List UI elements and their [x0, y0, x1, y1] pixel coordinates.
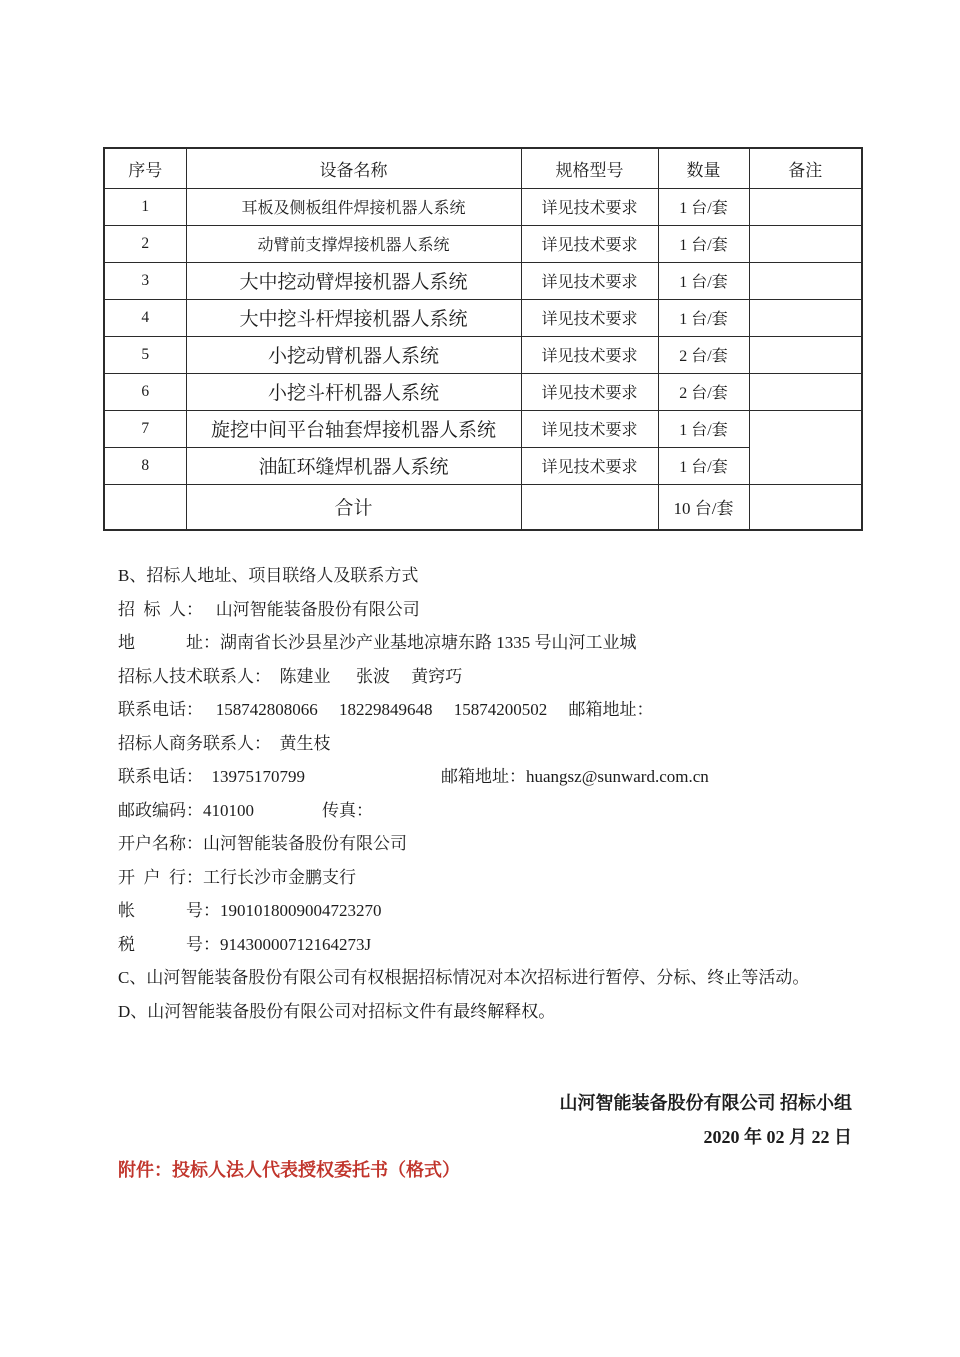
header-remark: 备注	[749, 148, 862, 188]
spec-model: 详见技术要求	[521, 299, 658, 336]
account-name-line: 开户名称：山河智能装备股份有限公司	[118, 834, 407, 853]
total-spec-empty	[521, 484, 658, 530]
equipment-name: 动臂前支撑焊接机器人系统	[186, 225, 521, 262]
header-no: 序号	[104, 148, 186, 188]
spec-model: 详见技术要求	[521, 373, 658, 410]
table-row	[104, 410, 862, 447]
business-phone-email-line: 联系电话： 13975170799 邮箱地址：huangsz@sunward.com.cn	[118, 767, 709, 786]
quantity: 2 台/套	[658, 373, 749, 410]
row-no: 1	[104, 188, 186, 225]
total-no-empty	[104, 484, 186, 530]
spec-model: 详见技术要求	[521, 262, 658, 299]
equipment-name: 旋挖中间平台轴套焊接机器人系统	[186, 410, 521, 447]
spec-model: 详见技术要求	[521, 410, 658, 447]
table-row	[104, 188, 862, 225]
table-total-row	[104, 484, 862, 530]
spec-model: 详见技术要求	[521, 336, 658, 373]
equipment-table	[103, 147, 863, 531]
remark	[749, 188, 862, 225]
header-spec-model: 规格型号	[521, 148, 658, 188]
total-label: 合计	[186, 484, 521, 530]
spec-model: 详见技术要求	[521, 447, 658, 484]
row-no: 5	[104, 336, 186, 373]
row-no: 4	[104, 299, 186, 336]
equipment-name: 小挖动臂机器人系统	[186, 336, 521, 373]
equipment-name: 大中挖动臂焊接机器人系统	[186, 262, 521, 299]
remark	[749, 299, 862, 336]
remark	[749, 373, 862, 410]
business-contact-line: 招标人商务联系人： 黄生枝	[118, 733, 331, 753]
table-header-row	[104, 148, 862, 188]
header-equipment-name: 设备名称	[186, 148, 521, 188]
tenderer-line: 招 标 人： 山河智能装备股份有限公司	[118, 599, 420, 619]
clause-c-line: C、山河智能装备股份有限公司有权根据招标情况对本次招标进行暂停、分标、终止等活动。	[118, 968, 810, 987]
table-row	[104, 225, 862, 262]
quantity: 1 台/套	[658, 188, 749, 225]
account-no-line: 帐 号：1901018009004723270	[118, 901, 382, 920]
quantity: 2 台/套	[658, 336, 749, 373]
signature-org: 山河智能装备股份有限公司 招标小组	[559, 1093, 852, 1113]
signature-date: 2020 年 02 月 22 日	[703, 1127, 852, 1147]
quantity: 1 台/套	[658, 225, 749, 262]
table-row	[104, 262, 862, 299]
quantity: 1 台/套	[658, 410, 749, 447]
quantity: 1 台/套	[658, 262, 749, 299]
tech-contacts-line: 招标人技术联系人： 陈建业 张波 黄窍巧	[118, 666, 463, 686]
row-no: 3	[104, 262, 186, 299]
remark	[749, 262, 862, 299]
table-row	[104, 336, 862, 373]
table-row	[104, 299, 862, 336]
clause-d-line: D、山河智能装备股份有限公司对招标文件有最终解释权。	[118, 1001, 556, 1021]
attachment-note: 附件：投标人法人代表授权委托书（格式）	[118, 1160, 460, 1180]
address-line: 地 址：湖南省长沙县星沙产业基地凉塘东路 1335 号山河工业城	[118, 633, 637, 652]
tax-no-line: 税 号：91430000712164273J	[118, 934, 372, 954]
equipment-name: 大中挖斗杆焊接机器人系统	[186, 299, 521, 336]
remark	[749, 225, 862, 262]
bank-line: 开 户 行：工行长沙市金鹏支行	[118, 867, 356, 887]
total-quantity: 10 台/套	[658, 484, 749, 530]
spec-model: 详见技术要求	[521, 225, 658, 262]
remark-merged	[749, 410, 862, 484]
tech-phones-line: 联系电话： 158742808066 18229849648 15874200502 邮箱地址：	[118, 700, 654, 719]
table-row	[104, 373, 862, 410]
equipment-name: 耳板及侧板组件焊接机器人系统	[186, 188, 521, 225]
equipment-name: 小挖斗杆机器人系统	[186, 373, 521, 410]
row-no: 6	[104, 373, 186, 410]
total-remark-empty	[749, 484, 862, 530]
remark	[749, 336, 862, 373]
equipment-name: 油缸环缝焊机器人系统	[186, 447, 521, 484]
quantity: 1 台/套	[658, 299, 749, 336]
postcode-fax-line: 邮政编码：410100 传真：	[118, 800, 373, 820]
quantity: 1 台/套	[658, 447, 749, 484]
row-no: 7	[104, 410, 186, 447]
table-row	[104, 447, 862, 484]
signature-block	[560, 1086, 853, 1154]
spec-model: 详见技术要求	[521, 188, 658, 225]
row-no: 8	[104, 447, 186, 484]
row-no: 2	[104, 225, 186, 262]
contact-section	[118, 559, 858, 1028]
header-quantity: 数量	[658, 148, 749, 188]
section-b-title: B、招标人地址、项目联络人及联系方式	[118, 566, 419, 585]
